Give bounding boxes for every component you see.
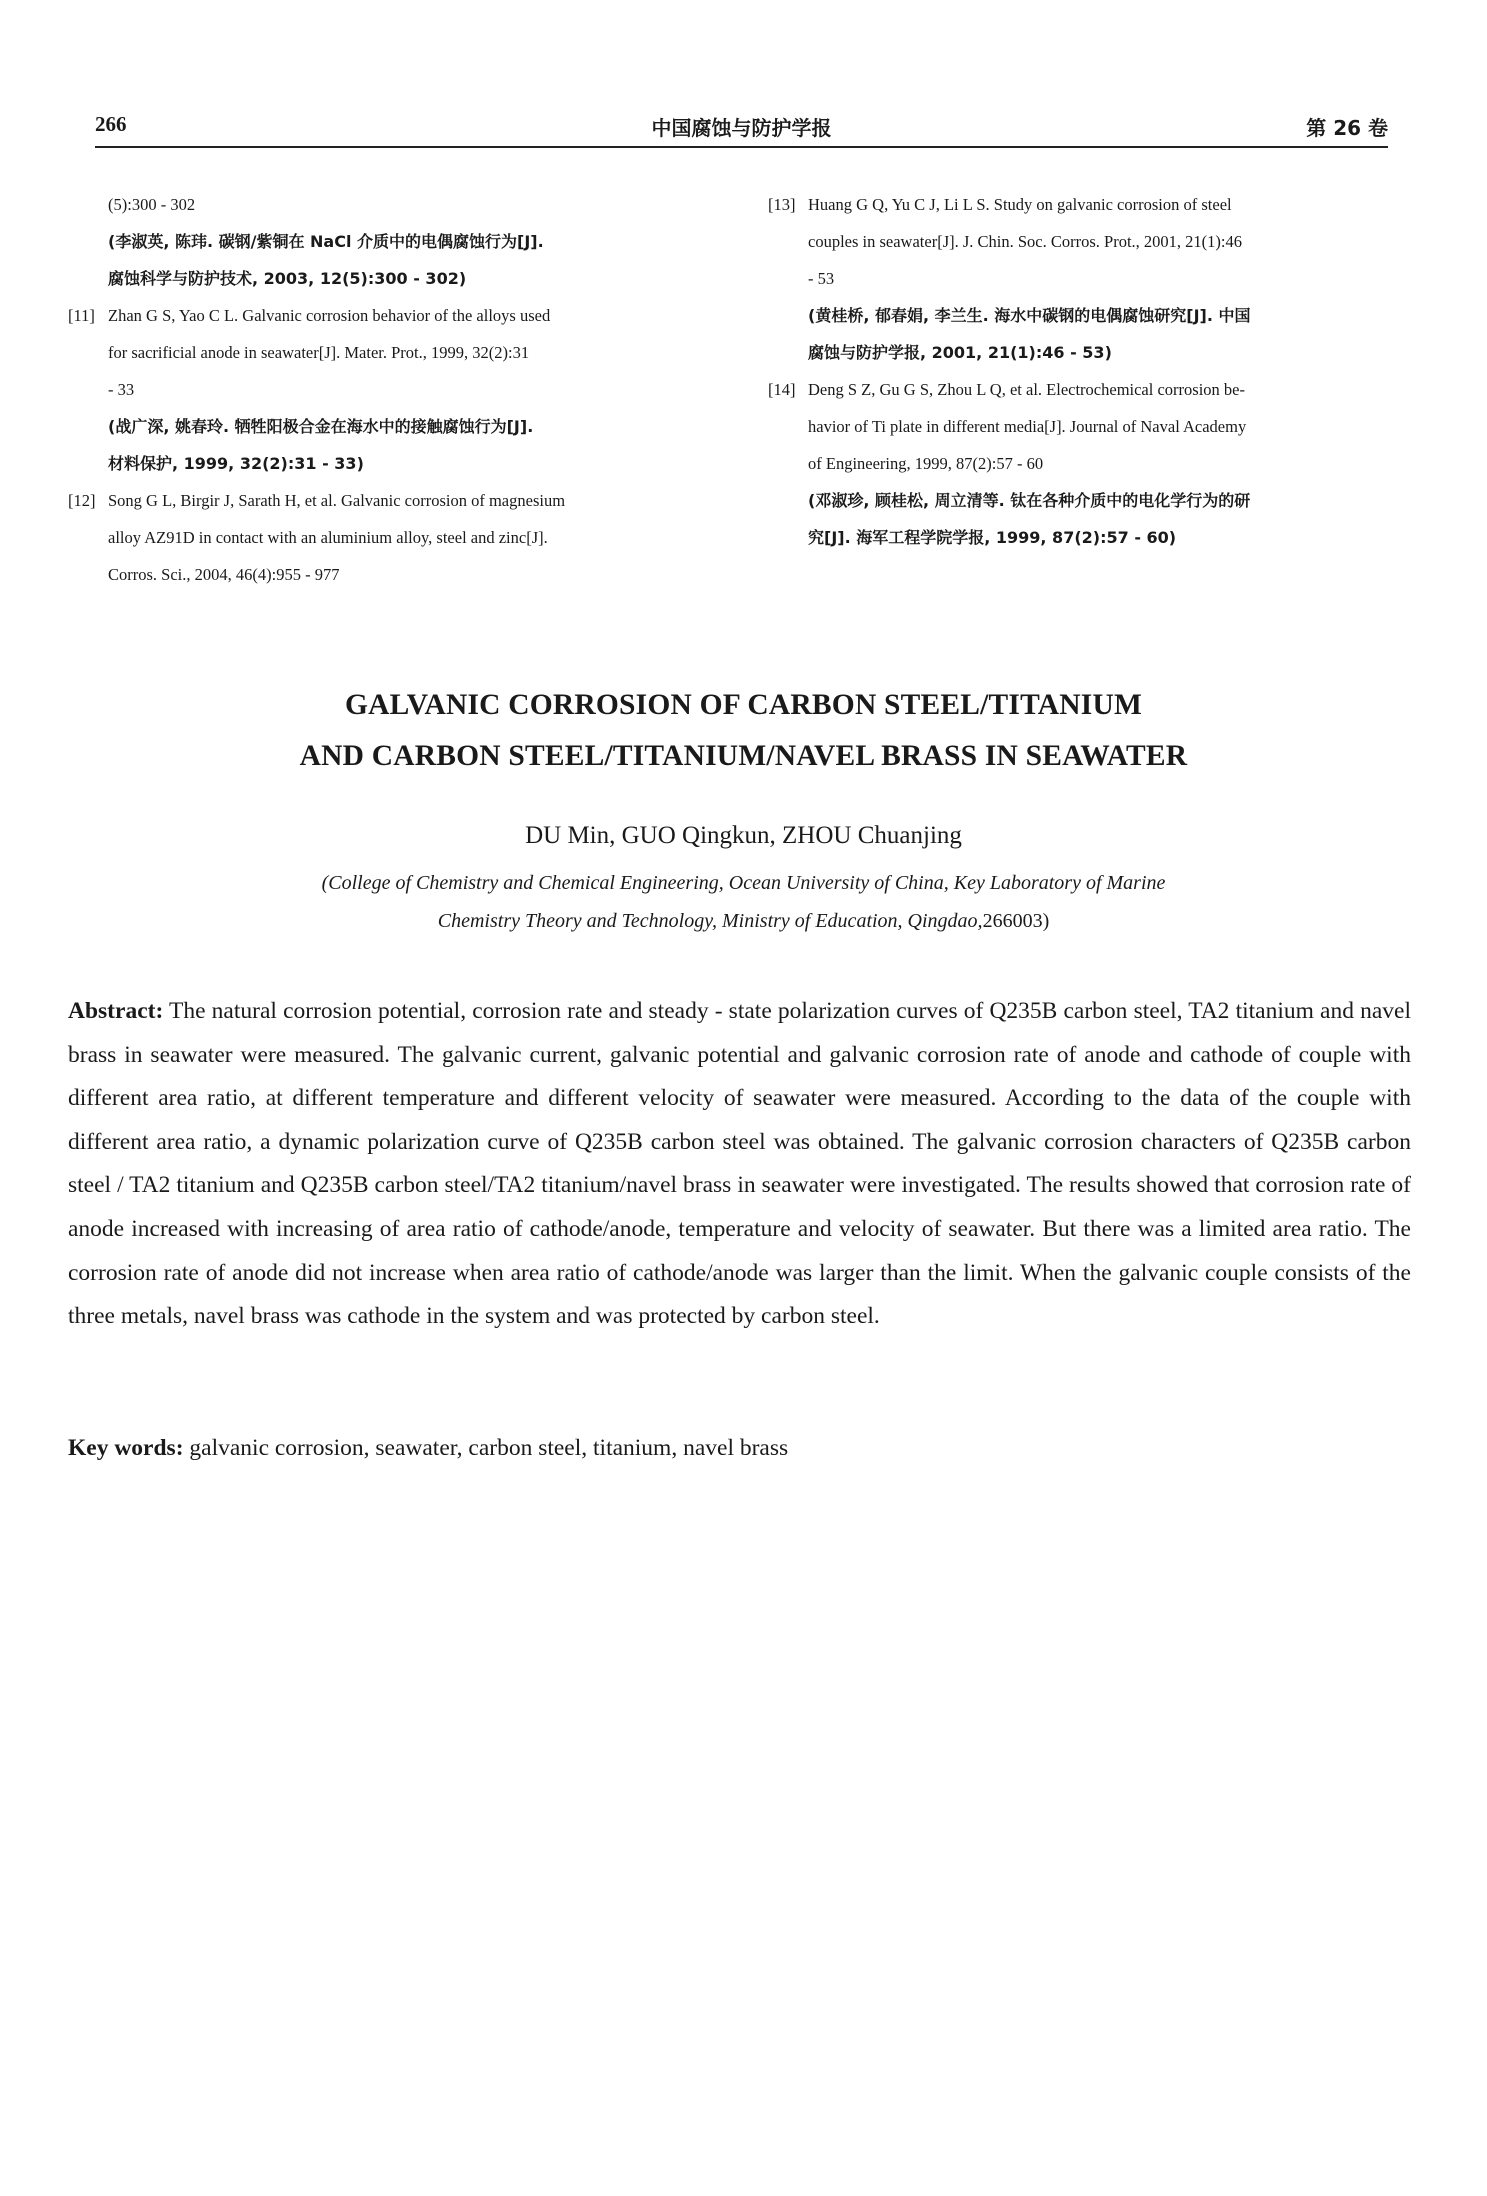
reference-14: [768, 371, 1418, 556]
header-rule: [95, 146, 1388, 148]
reference-zh-line: (战广深, 姚春玲. 牺牲阳极合金在海水中的接触腐蚀行为[J].: [108, 417, 534, 436]
reference-13: [768, 186, 1418, 371]
article-title: [0, 680, 1487, 782]
reference-zh-line: 究[J]. 海军工程学院学报, 1999, 87(2):57 - 60): [808, 528, 1177, 547]
reference-zh-line: 腐蚀与防护学报, 2001, 21(1):46 - 53): [808, 343, 1112, 362]
reference-en-line: - 33: [108, 380, 135, 399]
reference-number: [14]: [768, 380, 796, 399]
keywords: [68, 1428, 1411, 1468]
affiliation-postcode: 266003): [982, 910, 1050, 932]
abstract-label: Abstract:: [68, 998, 164, 1024]
volume-label: 第 26 卷: [1306, 116, 1388, 140]
reference-en-line: Deng S Z, Gu G S, Zhou L Q, et al. Electrochemical corrosion be-: [808, 380, 1245, 399]
reference-11: [68, 297, 718, 482]
title-line: AND CARBON STEEL/TITANIUM/NAVEL BRASS IN SEAWATER: [299, 740, 1188, 772]
abstract: [68, 990, 1411, 1339]
affiliation: [0, 864, 1487, 940]
keywords-text: galvanic corrosion, seawater, carbon steel, titanium, navel brass: [189, 1435, 789, 1461]
affiliation-line: Chemistry Theory and Technology, Ministry of Education, Qingdao,: [437, 910, 983, 932]
abstract-text: The natural corrosion potential, corrosion rate and steady - state polarization curves of Q235B carbon steel, TA2 titanium and navel brass in seawater were measured. The galvanic current, galvanic potential and galvanic corrosion rate of anode and cathode of couple with different area ratio, at different temperature and different velocity of seawater were measured. According to the data of the couple with different area ratio, a dynamic polarization curve of Q235B carbon steel was obtained. The galvanic corrosion characters of Q235B carbon steel / TA2 titanium and Q235B carbon steel/TA2 titanium/navel brass in seawater were investigated. The results showed that corrosion rate of anode increased with increasing of area ratio of cathode/anode, temperature and velocity of seawater. But there was a limited area ratio. The corrosion rate of anode did not increase when area ratio of cathode/anode was larger than the limit. When the galvanic couple consists of the three metals, navel brass was cathode in the system and was protected by carbon steel.: [68, 998, 1411, 1330]
reference-zh-line: 腐蚀科学与防护技术, 2003, 12(5):300 - 302): [108, 269, 467, 288]
reference-en-line: havior of Ti plate in different media[J]. Journal of Naval Academy: [808, 417, 1247, 436]
keywords-label: Key words:: [68, 1435, 184, 1461]
references-left-column: [68, 186, 718, 593]
reference-12: [68, 482, 718, 593]
reference-zh-line: (李淑英, 陈玮. 碳钢/紫铜在 NaCl 介质中的电偶腐蚀行为[J].: [108, 232, 544, 251]
journal-name: 中国腐蚀与防护学报: [651, 116, 832, 140]
reference-number: [13]: [768, 195, 796, 214]
reference-en-line: (5):300 - 302: [108, 195, 196, 214]
reference-en-line: for sacrificial anode in seawater[J]. Mater. Prot., 1999, 32(2):31: [108, 343, 530, 362]
running-header: [95, 108, 1388, 142]
reference-number: [11]: [68, 306, 95, 325]
reference-en-line: Huang G Q, Yu C J, Li L S. Study on galvanic corrosion of steel: [808, 195, 1232, 214]
references-right-column: [768, 186, 1418, 556]
reference-en-line: Song G L, Birgir J, Sarath H, et al. Galvanic corrosion of magnesium: [108, 491, 566, 510]
affiliation-line: (College of Chemistry and Chemical Engineering, Ocean University of China, Key Laboratory of Marine: [321, 872, 1166, 894]
reference-zh-line: 材料保护, 1999, 32(2):31 - 33): [108, 454, 364, 473]
reference-en-line: of Engineering, 1999, 87(2):57 - 60: [808, 454, 1044, 473]
reference-zh-line: (邓淑珍, 顾桂松, 周立清等. 钛在各种介质中的电化学行为的研: [808, 491, 1251, 510]
reference-en-line: alloy AZ91D in contact with an aluminium alloy, steel and zinc[J].: [108, 528, 548, 547]
page-number: 266: [95, 112, 127, 136]
reference-en-line: Zhan G S, Yao C L. Galvanic corrosion behavior of the alloys used: [108, 306, 551, 325]
reference-10-continued: [68, 186, 718, 297]
authors: DU Min, GUO Qingkun, ZHOU Chuanjing: [525, 822, 962, 849]
title-line: GALVANIC CORROSION OF CARBON STEEL/TITANIUM: [344, 689, 1143, 721]
reference-zh-line: (黄桂桥, 郁春娟, 李兰生. 海水中碳钢的电偶腐蚀研究[J]. 中国: [808, 306, 1251, 325]
reference-en-line: couples in seawater[J]. J. Chin. Soc. Corros. Prot., 2001, 21(1):46: [808, 232, 1242, 251]
reference-number: [12]: [68, 491, 96, 510]
reference-en-line: Corros. Sci., 2004, 46(4):955 - 977: [108, 565, 340, 584]
reference-en-line: - 53: [808, 269, 835, 288]
